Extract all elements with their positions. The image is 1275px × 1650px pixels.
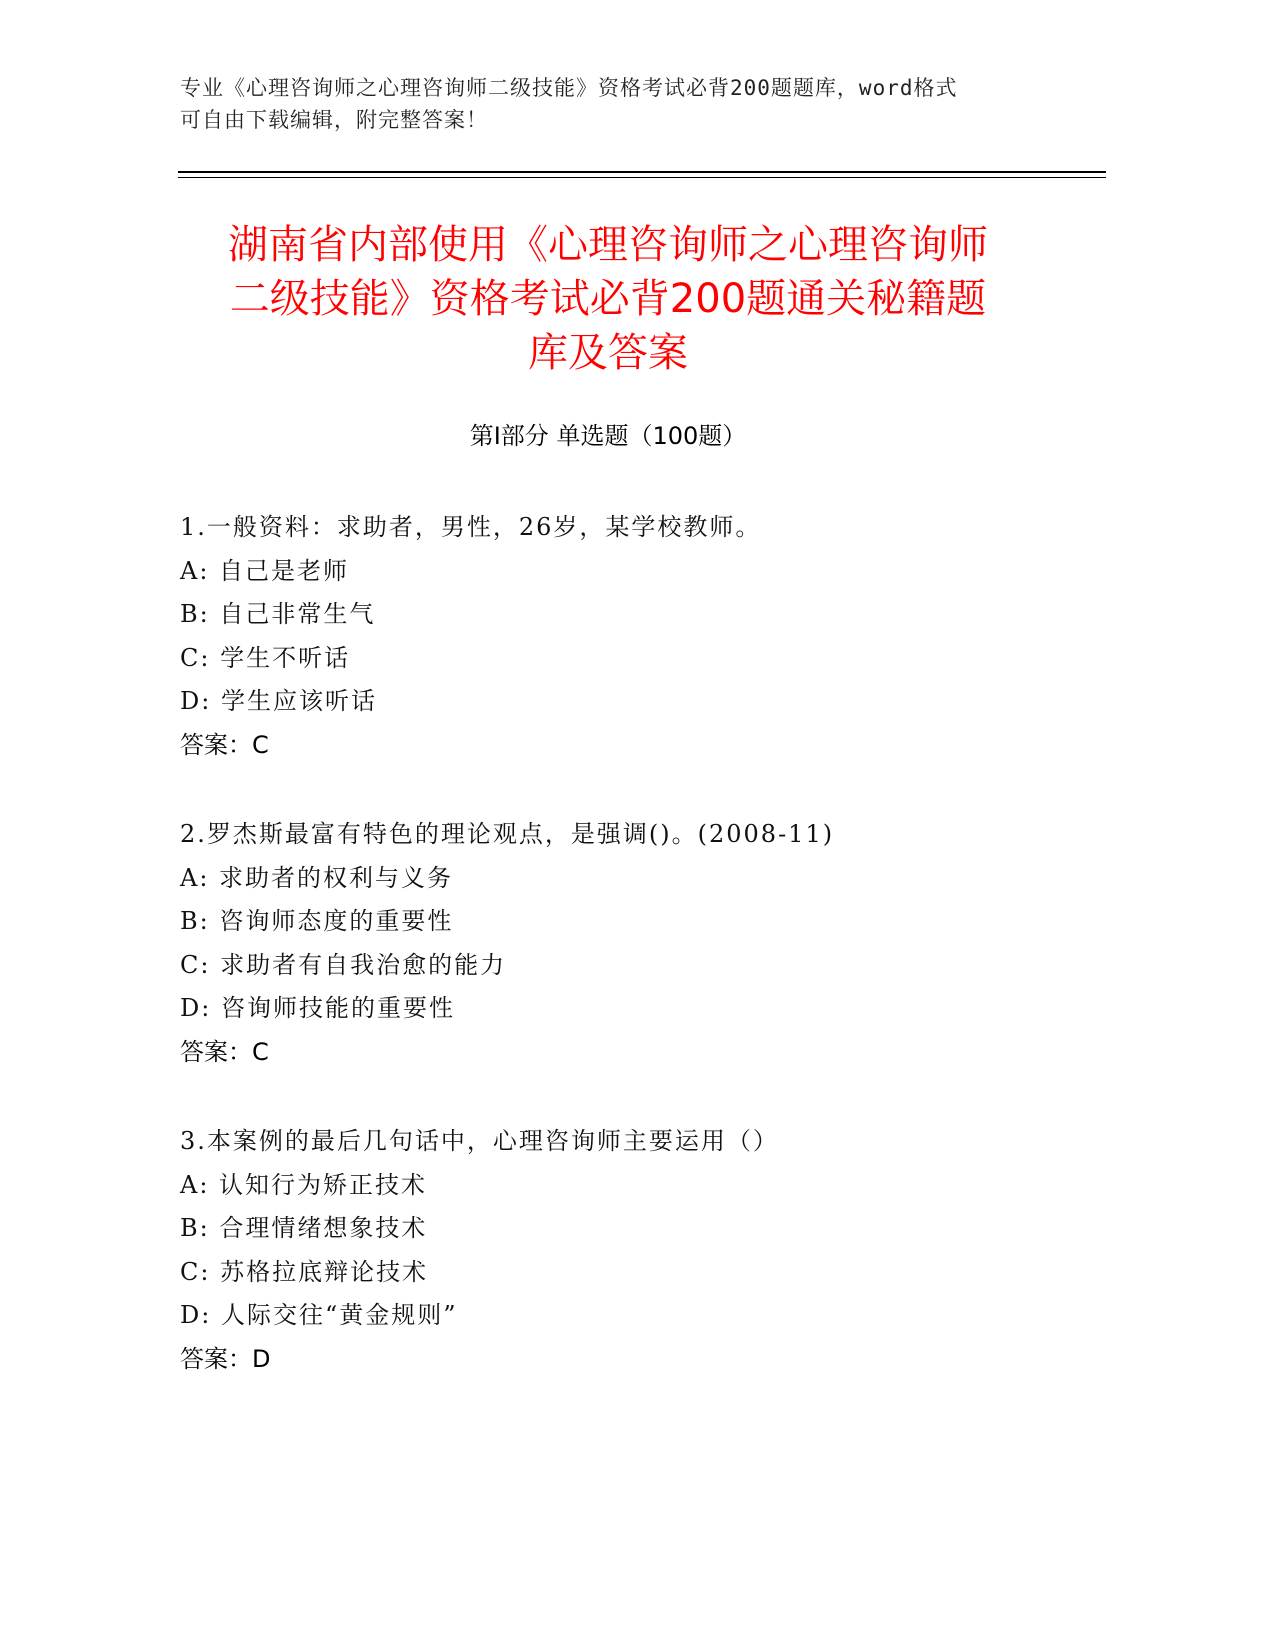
option-b: B: 咨询师态度的重要性 (180, 907, 454, 935)
section-heading: 第Ⅰ部分 单选题（100题） (469, 422, 747, 450)
option-c: C: 学生不听话 (180, 643, 351, 672)
option-a: A: 认知行为矫正技术 (180, 1170, 428, 1199)
answer-line: 答案：C (180, 730, 269, 759)
question-stem: 2.罗杰斯最富有特色的理论观点，是强调()。(2008-11) (180, 820, 835, 848)
question-stem: 3.本案例的最后几句话中，心理咨询师主要运用（） (180, 1127, 779, 1155)
option-a: A: 求助者的权利与义务 (180, 863, 454, 892)
header-divider-thin (178, 177, 1106, 178)
title-line-3: 库及答案 (528, 330, 688, 376)
option-b: B: 自己非常生气 (180, 600, 376, 628)
question-item (180, 506, 1100, 767)
question-list (180, 506, 1100, 1427)
header-divider-thick (178, 171, 1106, 173)
question-stem: 1.一般资料：求助者，男性，26岁，某学校教师。 (180, 513, 762, 541)
option-d: D: 人际交往“黄金规则” (180, 1301, 458, 1329)
option-d: D: 咨询师技能的重要性 (180, 994, 455, 1022)
title-line-2: 二级技能》资格考试必背200题通关秘籍题 (229, 276, 987, 322)
answer-line: 答案：D (180, 1344, 271, 1373)
document-header (180, 72, 1040, 136)
title-line-1: 湖南省内部使用《心理咨询师之心理咨询师 (228, 222, 988, 268)
header-line-1: 专业《心理咨询师之心理咨询师二级技能》资格考试必背200题题库，word格式 (180, 76, 958, 100)
header-line-2: 可自由下载编辑，附完整答案！ (180, 108, 488, 132)
option-c: C: 苏格拉底辩论技术 (180, 1257, 429, 1286)
question-item (180, 1120, 1100, 1381)
answer-line: 答案：C (180, 1037, 269, 1066)
option-c: C: 求助者有自我治愈的能力 (180, 950, 507, 979)
option-d: D: 学生应该听话 (180, 687, 377, 715)
question-item (180, 813, 1100, 1074)
document-title (178, 218, 1038, 380)
option-a: A: 自己是老师 (180, 556, 350, 585)
option-b: B: 合理情绪想象技术 (180, 1214, 428, 1242)
